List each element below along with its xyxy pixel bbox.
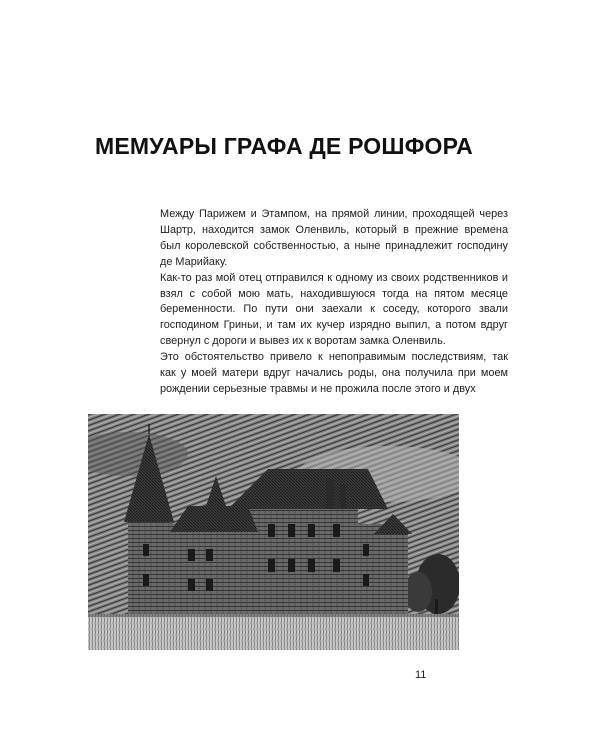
chapter-title: МЕМУАРЫ ГРАФА ДЕ РОШФОРА xyxy=(95,133,473,159)
castle-illustration xyxy=(88,414,459,650)
body-text xyxy=(160,207,508,398)
page-number: 11 xyxy=(415,669,427,681)
paragraph: Как-то раз мой отец отправился к одному из своих родственников и взял с собой мою мать, находившуюся тогда на пятом месяце беременности. По пути они заехали к соседу, которого звали господином Гриньи, и там их кучер изрядно выпил, а потом вдруг свернул с дороги и вывез их к воротам замка Оленвиль. xyxy=(160,271,508,348)
paragraph: Это обстоятельство привело к непоправимым последствиям, так как у моей матери вдруг начались роды, она получила при моем рождении серьезные травмы и не прожила после этого и двух xyxy=(160,351,508,395)
paragraph: Между Парижем и Этампом, на прямой линии, проходящей через Шартр, находится замок Оленвиль, который в прежние времена был королевской собственностью, а ныне принадлежит господину де Марийаку. xyxy=(160,208,508,268)
